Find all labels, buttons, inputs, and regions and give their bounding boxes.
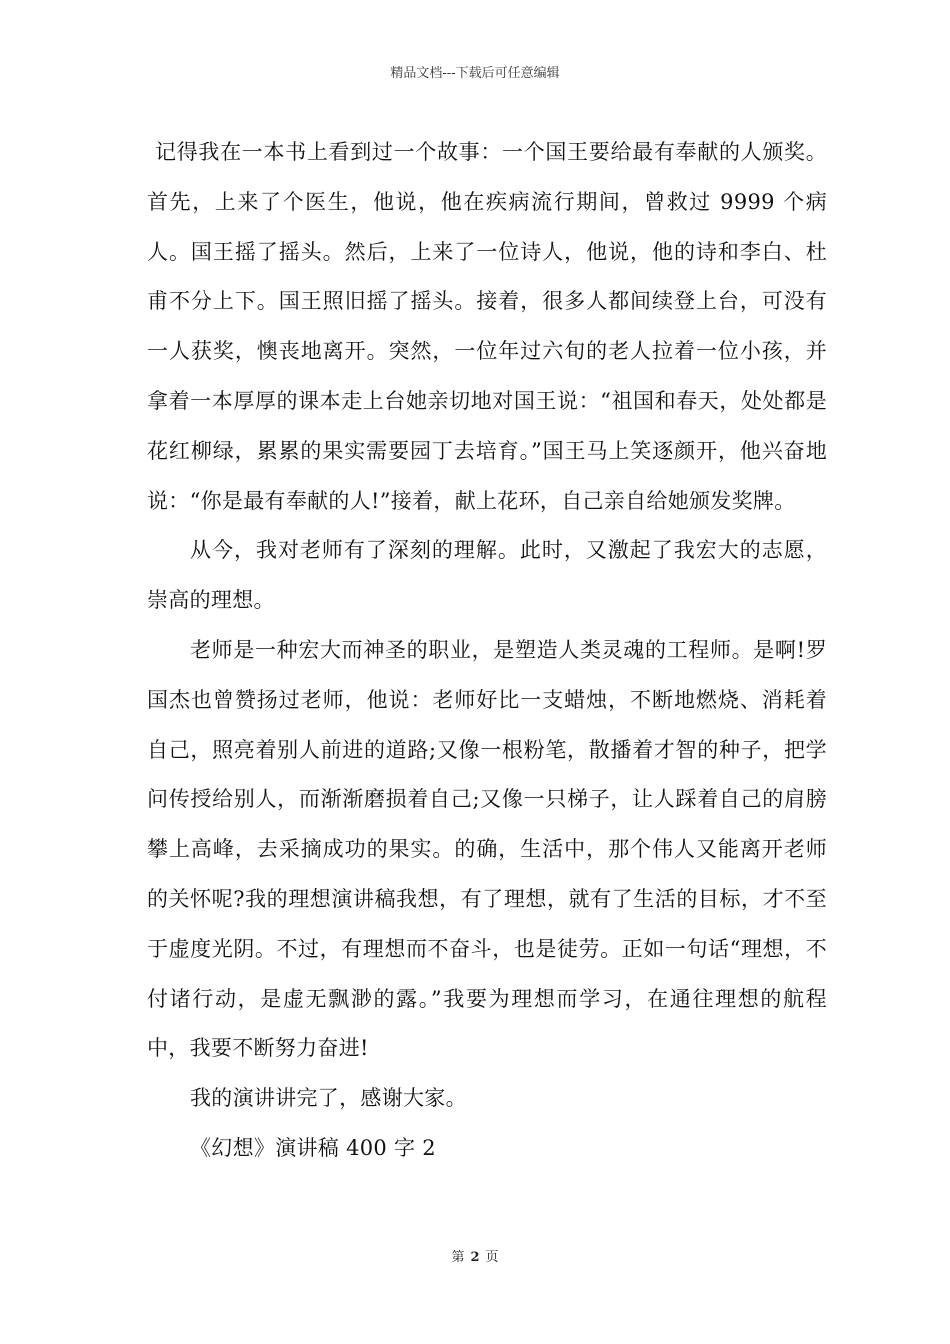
page-footer <box>0 1246 950 1265</box>
paragraph-understanding: 从今，我对老师有了深刻的理解。此时，又激起了我宏大的志愿，崇高的理想。 <box>147 538 827 613</box>
next-section-title: 《幻想》演讲稿 400 字 2 <box>190 1135 436 1160</box>
page-number-suffix: 页 <box>485 1250 499 1265</box>
paragraph-story: 记得我在一本书上看到过一个故事：一个国王要给最有奉献的人颁奖。首先，上来了个医生，他说，他在疾病流行期间，曾救过 9999 个病人。国王摇了摇头。然后，上来了一位诗人，他说，他的诗和李白、杜甫不分上下。国王照旧摇了摇头。接着，很多人都间续登上台，可没有一人获奖，懊丧地离开。突然，一位年过六旬的老人拉着一位小孩，并拿着一本厚厚的课本走上台她亲切地对国王说：“祖国和春天，处处都是花红柳绿，累累的果实需要园丁去培育。”国王马上笑逐颜开，他兴奋地说：“你是最有奉献的人!”接着，献上花环，自己亲自给她颁发奖牌。 <box>147 140 827 513</box>
page-number: 2 <box>470 1250 480 1265</box>
document-body <box>147 128 827 1174</box>
page-header: 精品文档---下载后可任意编辑 <box>390 66 560 81</box>
paragraph-closing: 我的演讲讲完了，感谢大家。 <box>190 1086 467 1111</box>
paragraph-teacher: 老师是一种宏大而神圣的职业，是塑造人类灵魂的工程师。是啊!罗国杰也曾赞扬过老师，他说：老师好比一支蜡烛，不断地燃烧、消耗着自己，照亮着别人前进的道路;又像一根粉笔，散播着才智的种子，把学问传授给别人，而渐渐磨损着自己;又像一只梯子，让人踩着自己的肩膀攀上高峰，去采摘成功的果实。的确，生活中，那个伟人又能离开老师的关怀呢?我的理想演讲稿我想，有了理想，就有了生活的目标，才不至于虚度光阴。不过，有理想而不奋斗，也是徒劳。正如一句话“理想，不付诸行动，是虚无飘渺的露。”我要为理想而学习，在通往理想的航程中，我要不断努力奋进! <box>147 637 827 1061</box>
page-number-prefix: 第 <box>451 1250 465 1265</box>
